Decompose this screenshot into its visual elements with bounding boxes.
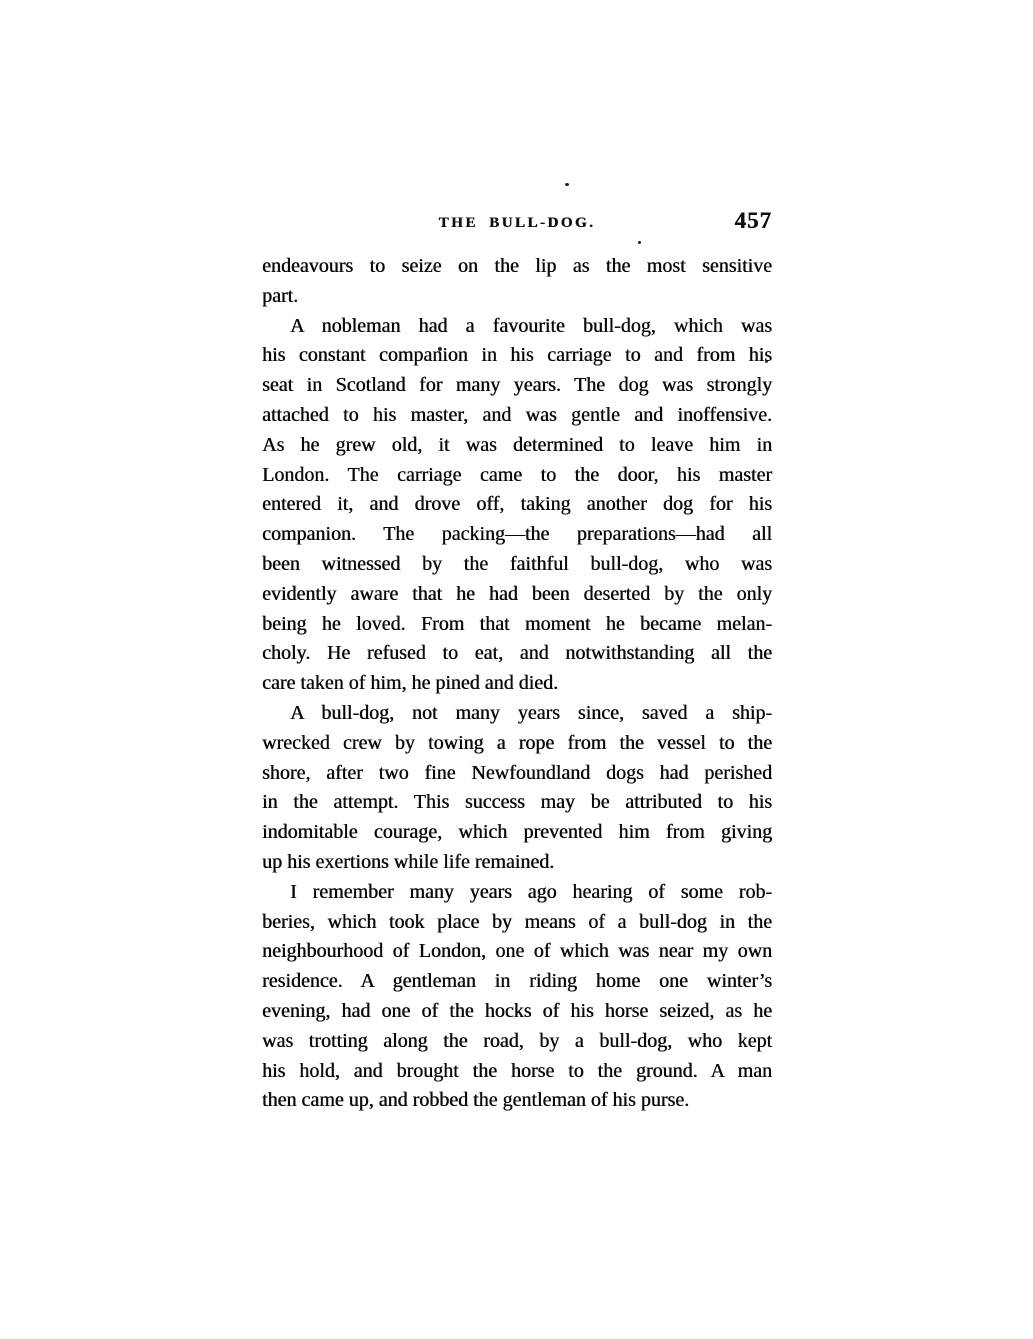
text-line: entered it, and drove off, taking another dog for his — [262, 493, 772, 516]
text-line: choly. He refused to eat, and notwithstanding all the — [262, 642, 772, 665]
text-line: As he grew old, it was determined to leave him in — [262, 433, 772, 456]
text-line: evening, had one of the hocks of his horse seized, as he — [262, 999, 772, 1022]
text-line: his hold, and brought the horse to the ground. A man — [262, 1059, 772, 1082]
text-line: then came up, and robbed the gentleman of his purse. — [262, 1089, 690, 1112]
scan-speck — [638, 241, 641, 244]
text-line: London. The carriage came to the door, his master — [262, 463, 772, 486]
text-line: in the attempt. This success may be attributed to his — [262, 791, 772, 814]
text-line: care taken of him, he pined and died. — [262, 672, 558, 695]
text-line: was trotting along the road, by a bull-dog, who kept — [262, 1029, 772, 1052]
scan-speck — [565, 183, 569, 186]
text-line: A bull-dog, not many years since, saved a ship- — [290, 701, 772, 724]
text-line: evidently aware that he had been deserted by the only — [262, 582, 772, 605]
running-title: THE BULL-DOG. — [438, 215, 596, 231]
text-line: indomitable courage, which prevented him from giving — [262, 821, 772, 844]
paragraph — [262, 312, 772, 699]
paragraph — [262, 252, 772, 312]
page-number: 457 — [734, 208, 772, 233]
text-line: companion. The packing—the preparations—had all — [262, 523, 772, 546]
text-line: his constant companion in his carriage to and from his — [262, 344, 772, 367]
text-line: residence. A gentleman in riding home one winter’s — [262, 970, 772, 993]
text-line: shore, after two fine Newfoundland dogs had perished — [262, 761, 772, 784]
paragraph — [262, 699, 772, 878]
paragraph — [262, 878, 772, 1116]
text-line: neighbourhood of London, one of which was near my own — [262, 940, 772, 963]
text-line: wrecked crew by towing a rope from the vessel to the — [262, 731, 772, 754]
text-line: up his exertions while life remained. — [262, 850, 555, 873]
text-line: endeavours to seize on the lip as the most sensitive — [262, 255, 772, 277]
text-line: attached to his master, and was gentle and inoffensive. — [262, 403, 772, 426]
text-line: being he loved. From that moment he became melan- — [262, 612, 772, 635]
text-line: A nobleman had a favourite bull-dog, which was — [290, 314, 772, 337]
body-text — [262, 252, 772, 1116]
text-line: seat in Scotland for many years. The dog was strongly — [262, 374, 772, 397]
text-line: beries, which took place by means of a bull-dog in the — [262, 910, 772, 933]
text-line: part. — [262, 284, 299, 307]
page-header — [262, 210, 772, 234]
text-line: I remember many years ago hearing of some rob- — [290, 880, 772, 903]
text-line: been witnessed by the faithful bull-dog, who was — [262, 552, 772, 575]
